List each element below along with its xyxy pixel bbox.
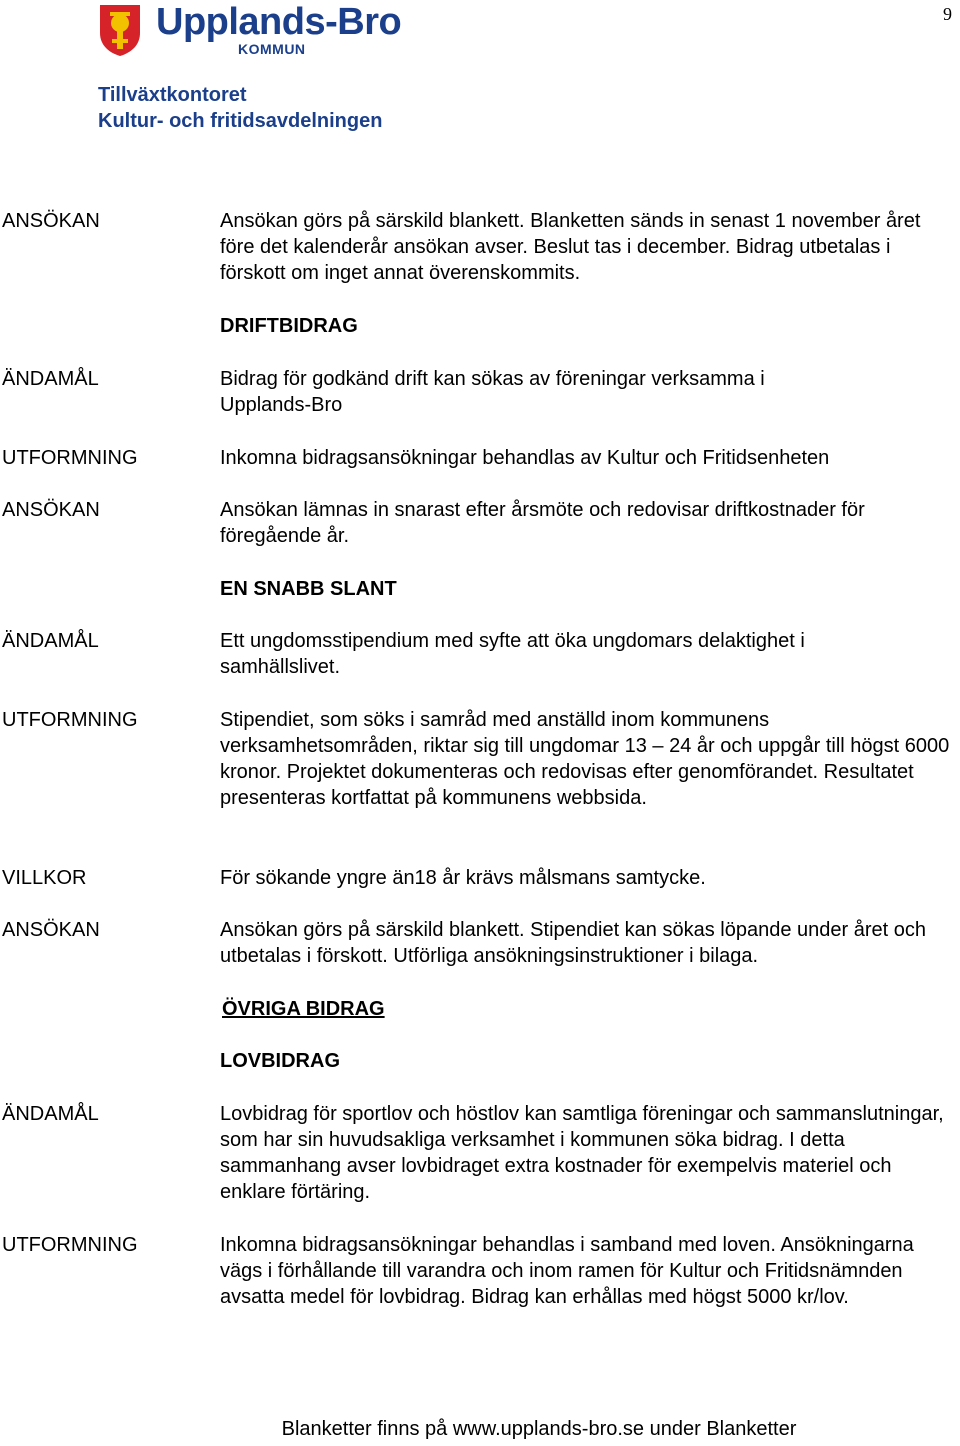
driftbidrag-andamal-text: Bidrag för godkänd drift kan sökas av föreningar verksamma i Upplands-Bro — [220, 368, 765, 416]
lovbidrag-utformning-text: Inkomna bidragsansökningar behandlas i samband med loven. Ansökningarna vägs i förhållande till varandra och inom ramen för Kultur och Fritidsnämnden avsatta medel för lovbidrag. Bidrag kan erhållas med högst 5000 kr/lov. — [220, 1234, 914, 1308]
lovbidrag-utformning-label: UTFORMNING — [2, 1234, 138, 1256]
intro-ansokan-label: ANSÖKAN — [2, 210, 100, 232]
coat-of-arms-icon — [98, 3, 142, 57]
snabb-slant-ansokan-label: ANSÖKAN — [2, 919, 100, 941]
ovriga-bidrag-heading: ÖVRIGA BIDRAG — [222, 998, 385, 1020]
page-number: 9 — [943, 4, 952, 24]
snabb-slant-villkor-text: För sökande yngre än18 år krävs målsmans samtycke. — [220, 867, 706, 889]
snabb-slant-utformning-text: Stipendiet, som söks i samråd med anställd inom kommunens verksamhetsområden, riktar sig till ungdomar 13 – 24 år och uppgår till högst 6000 kronor. Projektet dokumenteras och redovisas efter genomförandet. Resultatet presenteras kortfattat på kommunens webbsida. — [220, 709, 950, 809]
driftbidrag-ansokan-label: ANSÖKAN — [2, 499, 100, 521]
snabb-slant-andamal-text: Ett ungdomsstipendium med syfte att öka ungdomars delaktighet i samhällslivet. — [220, 630, 805, 678]
driftbidrag-ansokan-text: Ansökan lämnas in snarast efter årsmöte och redovisar driftkostnader för föregående år. — [220, 499, 865, 547]
office-name: Tillväxtkontoret — [98, 84, 247, 106]
driftbidrag-utformning-text: Inkomna bidragsansökningar behandlas av Kultur och Fritidsenheten — [220, 447, 830, 469]
driftbidrag-utformning-label: UTFORMNING — [2, 447, 138, 469]
snabb-slant-andamal-label: ÄNDAMÅL — [2, 630, 99, 652]
logo-subtitle: KOMMUN — [238, 41, 306, 57]
snabb-slant-heading: EN SNABB SLANT — [220, 578, 397, 600]
driftbidrag-andamal-label: ÄNDAMÅL — [2, 368, 99, 390]
footer-note: Blanketter finns på www.upplands-bro.se under Blanketter — [281, 1418, 797, 1440]
snabb-slant-utformning-label: UTFORMNING — [2, 709, 138, 731]
driftbidrag-heading: DRIFTBIDRAG — [220, 315, 358, 337]
lovbidrag-heading: LOVBIDRAG — [220, 1050, 340, 1072]
lovbidrag-andamal-text: Lovbidrag för sportlov och höstlov kan samtliga föreningar och sammanslutningar, som har sin huvudsakliga verksamhet i kommunen söka bidrag. I detta sammanhang avser lovbidraget extra kostnader för exempelvis materiel och enklare förtäring. — [220, 1103, 944, 1203]
snabb-slant-villkor-label: VILLKOR — [2, 867, 87, 889]
intro-ansokan-text: Ansökan görs på särskild blankett. Blanketten sänds in senast 1 november året före det kalenderår ansökan avser. Beslut tas i december. Bidrag utbetalas i förskott om inget annat överenskommits. — [220, 210, 921, 284]
logo-name: Upplands-Bro — [156, 1, 402, 43]
lovbidrag-andamal-label: ÄNDAMÅL — [2, 1103, 99, 1125]
municipality-logo — [98, 3, 403, 59]
department-name: Kultur- och fritidsavdelningen — [98, 110, 383, 132]
snabb-slant-ansokan-text: Ansökan görs på särskild blankett. Stipendiet kan sökas löpande under året och utbetalas i förskott. Utförliga ansökningsinstruktioner i bilaga. — [220, 919, 926, 967]
